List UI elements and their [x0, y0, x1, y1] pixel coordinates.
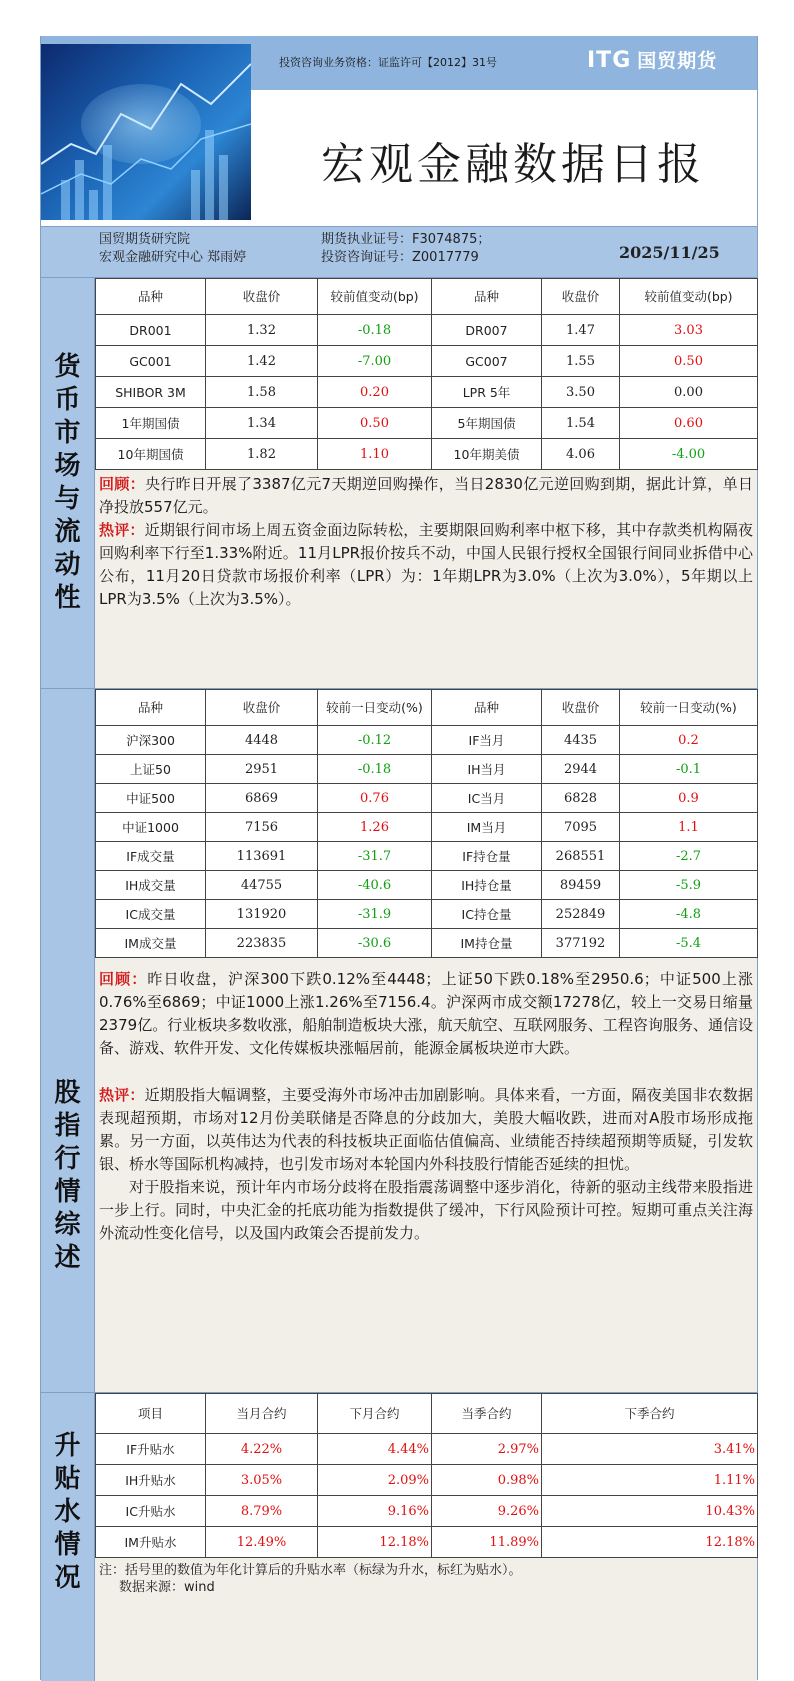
table-cell: 113691: [206, 842, 318, 871]
table-cell: 0.60: [620, 408, 758, 439]
review-text: 昨日收盘，沪深300下跌0.12%至4448；上证50下跌0.18%至2950.6；中证500上涨0.76%至6869；中证1000上涨1.26%至7156.4。沪深两市成交额17278亿，较上一交易日缩量2379亿。行业板块多数收涨，船舶制造板块大涨，航天航空、互联网服务、工程咨询服务、通信设备、游戏、软件开发、文化传媒板块涨幅居前，能源金属板块逆市大跌。: [99, 970, 753, 1057]
header-cell: 下季合约: [542, 1394, 758, 1434]
table-cell: -0.1: [620, 755, 758, 784]
side-char: 情: [54, 1529, 81, 1560]
stock-table: [95, 689, 758, 958]
cert-line2: 投资咨询证号：Z0017779: [321, 250, 479, 265]
table-cell: IC升贴水: [96, 1496, 206, 1527]
org-line2: 宏观金融研究中心 郑雨婷: [99, 250, 247, 265]
table-cell: 1.34: [206, 408, 318, 439]
table-cell: IH当月: [432, 755, 542, 784]
side-char: 货: [54, 352, 81, 382]
table-cell: 11.89%: [432, 1527, 542, 1558]
table-cell: DR001: [96, 315, 206, 346]
table-cell: 1.47: [542, 315, 620, 346]
table-cell: -30.6: [318, 929, 432, 958]
table-header-row: [96, 1394, 758, 1434]
comment-text: 近期银行间市场上周五资金面边际转松，主要期限回购利率中枢下移，其中存款类机构隔夜回购利率下行至1.33%附近。11月LPR报价按兵不动，中国人民银行授权全国银行间同业拆借中心公布，11月20日贷款市场报价利率（LPR）为：1年期LPR为3.0%（上次为3.0%），5年期以上LPR为3.5%（上次为3.5%）。: [99, 521, 753, 608]
table-cell: 12.18%: [542, 1527, 758, 1558]
money-comment: [95, 519, 757, 611]
table-row: [96, 408, 758, 439]
table-cell: GC001: [96, 346, 206, 377]
table-cell: IF升贴水: [96, 1434, 206, 1465]
table-row: [96, 813, 758, 842]
note-text: 注：括号里的数值为年化计算后的升贴水率（标绿为升水，标红为贴水）。: [99, 1563, 522, 1578]
side-char: 币: [54, 385, 81, 415]
report-title: 宏观金融数据日报: [321, 139, 705, 190]
table-cell: 1.54: [542, 408, 620, 439]
table-cell: -40.6: [318, 871, 432, 900]
info-bar: [41, 226, 757, 278]
table-cell: IM升贴水: [96, 1527, 206, 1558]
table-cell: 377192: [542, 929, 620, 958]
comment-text: 近期股指大幅调整，主要受海外市场冲击加剧影响。具体来看，一方面，隔夜美国非农数据表现超预期，市场对12月份美联储是否降息的分歧加大，美股大幅收跌，进而对A股市场形成拖累。另一方面，以英伟达为代表的科技板块正面临估值偏高、业绩能否持续超预期等质疑，引发软银、桥水等国际机构减持，也引发市场对本轮国内外科技股行情能否延续的担忧。: [99, 1086, 753, 1173]
table-cell: 2.97%: [432, 1434, 542, 1465]
org-line1: 国贸期货研究院: [99, 232, 191, 247]
side-char: 行: [54, 1144, 81, 1174]
stock-content: [95, 689, 757, 1393]
header-cell: 当季合约: [432, 1394, 542, 1434]
table-cell: IF持仓量: [432, 842, 542, 871]
table-header-row: [96, 690, 758, 726]
table-row: [96, 929, 758, 958]
side-char: 性: [54, 583, 81, 613]
cert-info: [321, 231, 490, 267]
header-cell: 较前一日变动(%): [318, 690, 432, 726]
table-cell: 上证50: [96, 755, 206, 784]
table-cell: IF当月: [432, 726, 542, 755]
table-cell: 12.18%: [318, 1527, 432, 1558]
org-info: [99, 231, 246, 267]
table-row: [96, 900, 758, 929]
side-char: 述: [54, 1243, 81, 1273]
side-char: 场: [54, 451, 81, 481]
table-cell: 12.49%: [206, 1527, 318, 1558]
table-cell: -31.7: [318, 842, 432, 871]
table-cell: -4.00: [620, 439, 758, 470]
image-trend-line-icon: [41, 44, 251, 220]
money-side-label: [41, 278, 95, 688]
table-cell: 沪深300: [96, 726, 206, 755]
side-char: 情: [54, 1177, 81, 1207]
money-review: [95, 473, 757, 519]
table-cell: IM持仓量: [432, 929, 542, 958]
table-cell: 3.03: [620, 315, 758, 346]
table-row: [96, 755, 758, 784]
side-char: 升: [54, 1430, 81, 1461]
company-logo: [587, 46, 717, 73]
review-label: 回顾：: [99, 970, 148, 988]
header-cell: 下月合约: [318, 1394, 432, 1434]
table-cell: 0.76: [318, 784, 432, 813]
stock-comment-2: 对于股指来说，预计年内市场分歧将在股指震荡调整中逐步消化，待新的驱动主线带来股指进一步上行。同时，中央汇金的托底功能为指数提供了缓冲，下行风险预计可控。短期可重点关注海外流动性变化信号，以及国内政策会否提前发力。: [99, 1178, 753, 1242]
comment-label: 热评：: [99, 1086, 145, 1104]
table-cell: 1.11%: [542, 1465, 758, 1496]
table-cell: 7156: [206, 813, 318, 842]
side-char: 市: [54, 418, 81, 448]
table-cell: 9.16%: [318, 1496, 432, 1527]
logo-en: ITG: [587, 48, 632, 73]
table-cell: 5年期国债: [432, 408, 542, 439]
table-cell: 131920: [206, 900, 318, 929]
table-cell: 1.82: [206, 439, 318, 470]
table-cell: 2951: [206, 755, 318, 784]
basis-section: [41, 1392, 757, 1681]
table-cell: 6869: [206, 784, 318, 813]
table-cell: IH成交量: [96, 871, 206, 900]
table-cell: 0.9: [620, 784, 758, 813]
basis-note: [95, 1558, 757, 1600]
table-cell: 0.50: [620, 346, 758, 377]
table-cell: 10.43%: [542, 1496, 758, 1527]
table-cell: 中证500: [96, 784, 206, 813]
logo-cn: 国贸期货: [637, 50, 718, 72]
table-row: [96, 1465, 758, 1496]
header-cell: 较前值变动(bp): [620, 279, 758, 315]
header-cell: 项目: [96, 1394, 206, 1434]
table-cell: IF成交量: [96, 842, 206, 871]
table-row: [96, 315, 758, 346]
header-cell: 品种: [432, 690, 542, 726]
table-cell: 4.44%: [318, 1434, 432, 1465]
table-cell: 252849: [542, 900, 620, 929]
table-cell: -7.00: [318, 346, 432, 377]
table-cell: -2.7: [620, 842, 758, 871]
basis-content: [95, 1393, 757, 1681]
table-cell: 3.05%: [206, 1465, 318, 1496]
table-cell: -0.18: [318, 755, 432, 784]
table-cell: IC当月: [432, 784, 542, 813]
table-cell: 中证1000: [96, 813, 206, 842]
table-cell: 7095: [542, 813, 620, 842]
table-cell: -31.9: [318, 900, 432, 929]
basis-side-label: [41, 1393, 95, 1681]
comment-label: 热评：: [99, 521, 145, 539]
table-cell: 1.26: [318, 813, 432, 842]
table-row: [96, 346, 758, 377]
table-cell: DR007: [432, 315, 542, 346]
table-cell: 1.1: [620, 813, 758, 842]
table-cell: 1.58: [206, 377, 318, 408]
table-header-row: [96, 279, 758, 315]
table-row: [96, 1496, 758, 1527]
header-cell: 较前值变动(bp): [318, 279, 432, 315]
side-char: 动: [54, 550, 81, 580]
stock-comment: [95, 1084, 757, 1176]
table-cell: 2944: [542, 755, 620, 784]
table-cell: GC007: [432, 346, 542, 377]
header-cell: 当月合约: [206, 1394, 318, 1434]
table-cell: 223835: [206, 929, 318, 958]
table-row: [96, 784, 758, 813]
table-cell: IC持仓量: [432, 900, 542, 929]
table-cell: 10年期美债: [432, 439, 542, 470]
table-cell: -4.8: [620, 900, 758, 929]
table-cell: IC成交量: [96, 900, 206, 929]
side-char: 流: [54, 517, 81, 547]
table-cell: -0.12: [318, 726, 432, 755]
table-cell: 268551: [542, 842, 620, 871]
table-cell: 0.50: [318, 408, 432, 439]
review-text: 央行昨日开展了3387亿元7天期逆回购操作，当日2830亿元逆回购到期，据此计算，单日净投放557亿元。: [99, 475, 753, 516]
table-cell: 1.10: [318, 439, 432, 470]
table-row: [96, 842, 758, 871]
money-market-section: [41, 278, 757, 688]
table-cell: 6828: [542, 784, 620, 813]
table-cell: 0.00: [620, 377, 758, 408]
table-cell: 1.42: [206, 346, 318, 377]
table-cell: 4448: [206, 726, 318, 755]
header-cell: 收盘价: [206, 690, 318, 726]
table-cell: 0.2: [620, 726, 758, 755]
header-cell: 收盘价: [206, 279, 318, 315]
table-row: [96, 1434, 758, 1465]
side-char: 贴: [54, 1463, 81, 1494]
money-content: [95, 278, 757, 688]
table-cell: 10年期国债: [96, 439, 206, 470]
table-row: [96, 439, 758, 470]
table-cell: 0.20: [318, 377, 432, 408]
side-char: 况: [54, 1562, 81, 1593]
stock-side-label: [41, 689, 95, 1393]
table-cell: 9.26%: [432, 1496, 542, 1527]
header-cell: 收盘价: [542, 279, 620, 315]
header-cell: 品种: [96, 690, 206, 726]
stock-index-section: [41, 688, 757, 1393]
table-cell: 1年期国债: [96, 408, 206, 439]
review-label: 回顾：: [99, 475, 146, 493]
table-cell: 1.55: [542, 346, 620, 377]
table-cell: 4.22%: [206, 1434, 318, 1465]
table-cell: 4435: [542, 726, 620, 755]
table-cell: 2.09%: [318, 1465, 432, 1496]
table-cell: 3.41%: [542, 1434, 758, 1465]
table-cell: 89459: [542, 871, 620, 900]
table-cell: IH持仓量: [432, 871, 542, 900]
table-cell: 44755: [206, 871, 318, 900]
table-cell: 0.98%: [432, 1465, 542, 1496]
header-finance-image: [41, 44, 251, 220]
side-char: 指: [54, 1111, 81, 1141]
table-cell: 1.32: [206, 315, 318, 346]
stock-review: [95, 968, 757, 1060]
money-table: [95, 278, 758, 470]
table-cell: IM成交量: [96, 929, 206, 958]
table-row: [96, 871, 758, 900]
table-cell: -5.9: [620, 871, 758, 900]
side-char: 股: [54, 1078, 81, 1108]
header-cell: 品种: [432, 279, 542, 315]
header-cell: 品种: [96, 279, 206, 315]
table-cell: 3.50: [542, 377, 620, 408]
report-page: [40, 36, 758, 1680]
table-cell: -5.4: [620, 929, 758, 958]
table-cell: 4.06: [542, 439, 620, 470]
table-cell: LPR 5年: [432, 377, 542, 408]
table-cell: IH升贴水: [96, 1465, 206, 1496]
side-char: 综: [54, 1210, 81, 1240]
header-cell: 收盘价: [542, 690, 620, 726]
table-row: [96, 377, 758, 408]
table-row: [96, 726, 758, 755]
table-row: [96, 1527, 758, 1558]
side-char: 与: [54, 484, 81, 514]
license-text: 投资咨询业务资格：证监许可【2012】31号: [279, 56, 497, 69]
basis-table: [95, 1393, 758, 1558]
report-date: 2025/11/25: [619, 243, 720, 262]
table-cell: SHIBOR 3M: [96, 377, 206, 408]
source-text: 数据来源：wind: [119, 1580, 215, 1595]
table-cell: 8.79%: [206, 1496, 318, 1527]
side-char: 水: [54, 1496, 81, 1527]
table-cell: -0.18: [318, 315, 432, 346]
cert-line1: 期货执业证号：F3074875；: [321, 232, 491, 247]
header-cell: 较前一日变动(%): [620, 690, 758, 726]
table-cell: IM当月: [432, 813, 542, 842]
